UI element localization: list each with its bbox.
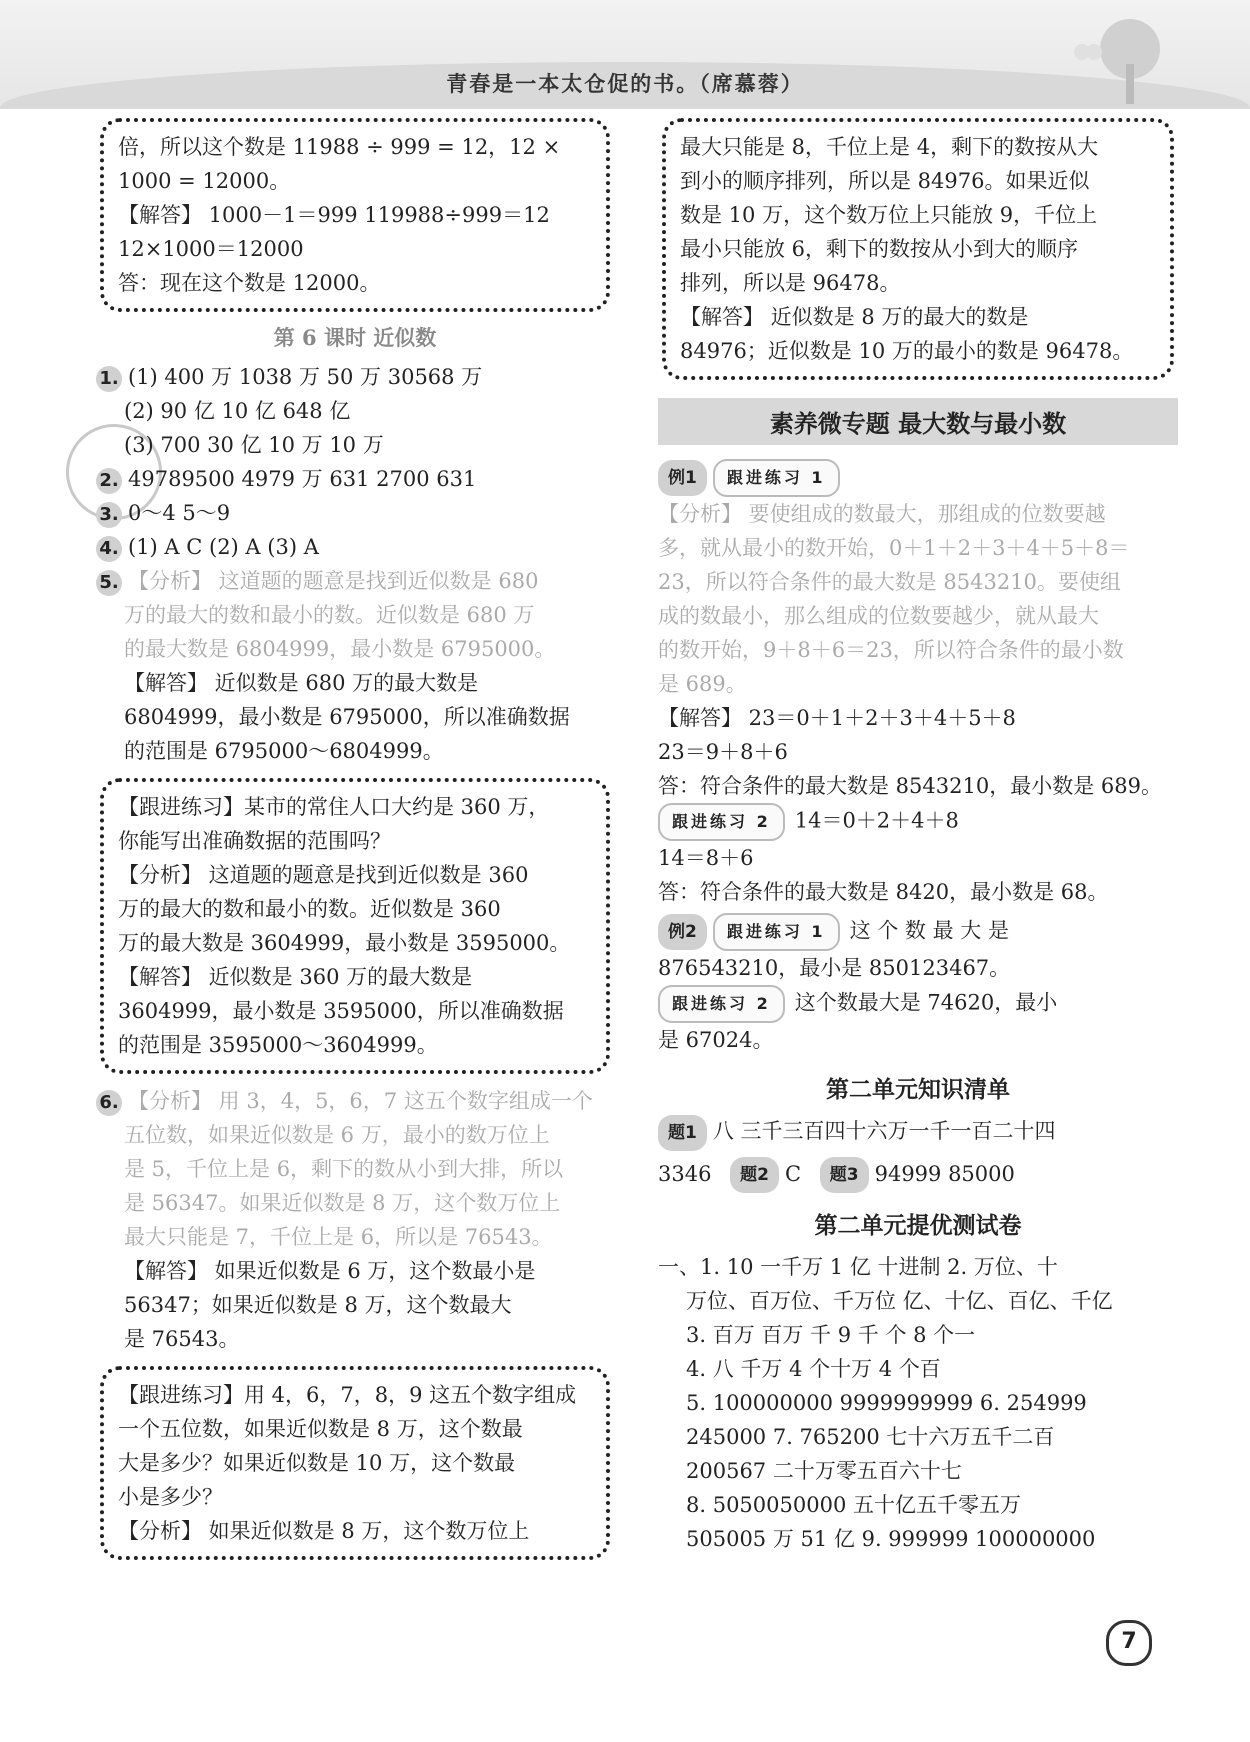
analysis-line: 是 56347。如果近似数是 8 万，这个数万位上 [124, 1191, 561, 1215]
analysis-line: 多，就从最小的数开始，0＋1＋2＋3＋4＋5＋8＝ [658, 536, 1130, 560]
test-line: 245000 7. 765200 七十六万五千二百 [686, 1425, 1055, 1449]
follow-up-chip: 跟进练习 2 [658, 985, 785, 1023]
right-column [658, 118, 1178, 1556]
example-1-header [658, 459, 1178, 497]
question-number: 1. [96, 366, 122, 392]
text-line: 排列，所以是 96478。 [680, 271, 901, 295]
topic-2-3: 3346 题2 C 题3 94999 85000 [658, 1157, 1178, 1194]
unit-list-title: 第二单元知识清单 [826, 1077, 1010, 1103]
follow-up-box-2 [100, 1366, 610, 1560]
analysis-line: 是 689。 [658, 672, 747, 696]
test-line: 万位、百万位、千万位 亿、十亿、百亿、千亿 [686, 1289, 1113, 1313]
analysis-line: 最大只能是 7，千位上是 6，所以是 76543。 [124, 1225, 553, 1249]
topic-label: 题3 [820, 1157, 869, 1193]
follow-up-chip: 跟进练习 1 [713, 459, 840, 497]
question-number: 6. [96, 1090, 122, 1116]
text-line: 【跟进练习】用 4，6，7，8，9 这五个数字组成 [118, 1383, 577, 1407]
answer-line: 876543210，最小是 850123467。 [658, 956, 1011, 980]
topic-1: 题1 八 三千三百四十六万一千一百二十四 [658, 1114, 1178, 1151]
test-line: 505005 万 51 亿 9. 999999 100000000 [686, 1527, 1096, 1551]
question-number: 4. [96, 536, 122, 562]
test-line: 一、1. 10 一千万 1 亿 十进制 2. 万位、十 [658, 1255, 1058, 1279]
text-line: 【跟进练习】某市的常住人口大约是 360 万， [118, 795, 550, 819]
text-line: 倍，所以这个数是 11988 ÷ 999 = 12，12 × [118, 135, 561, 159]
follow-up-2: 跟进练习 2 14＝0＋2＋4＋8 [658, 803, 1178, 841]
answer-line: 【解答】 如果近似数是 6 万，这个数最小是 [124, 1259, 536, 1283]
analysis-line: 成的数最小，那么组成的位数要越少，就从最大 [658, 604, 1099, 628]
question-number: 3. [96, 502, 122, 528]
example-2-follow-2: 跟进练习 2 这个数最大是 74620，最小 [658, 985, 1178, 1023]
text-line: 最大只能是 8，千位上是 4，剩下的数按从大 [680, 135, 1099, 159]
follow-up-chip: 跟进练习 1 [713, 913, 840, 951]
topic-title: 素养微专题 最大数与最小数 [658, 398, 1178, 445]
test-line: 8. 5050050000 五十亿五千零五万 [686, 1493, 1021, 1517]
test-line: 5. 100000000 9999999999 6. 254999 [686, 1391, 1087, 1415]
analysis-line: 的数开始，9＋8＋6＝23，所以符合条件的最小数 [658, 638, 1124, 662]
answer-line: 是 76543。 [124, 1327, 240, 1351]
question-1-line: (3) 700 30 亿 10 万 10 万 [124, 433, 384, 457]
answer-line: 的范围是 6795000～6804999。 [124, 739, 444, 763]
question-2: 2. 49789500 4979 万 631 2700 631 [96, 462, 614, 496]
answer-line: 【解答】 23＝0＋1＋2＋3＋4＋5＋8 [658, 706, 1016, 730]
text-line: 到小的顺序排列，所以是 84976。如果近似 [680, 169, 1090, 193]
question-5: 5. 【分析】 这道题的题意是找到近似数是 680 [96, 564, 614, 598]
text-line: 大是多少？如果近似数是 10 万，这个数最 [118, 1451, 516, 1475]
answer-line: 答：符合条件的最大数是 8543210，最小数是 689。 [658, 774, 1162, 798]
text-line: 【分析】 这道题的题意是找到近似数是 360 [118, 863, 529, 887]
text-line: 【解答】 近似数是 360 万的最大数是 [118, 965, 473, 989]
text-line: 万的最大的数和最小的数。近似数是 360 [118, 897, 501, 921]
question-4: 4. (1) A C (2) A (3) A [96, 530, 614, 564]
text-line: 一个五位数，如果近似数是 8 万，这个数最 [118, 1417, 523, 1441]
text-line: 【解答】 近似数是 8 万的最大的数是 [680, 305, 1029, 329]
question-6: 6. 【分析】 用 3，4，5，6，7 这五个数字组成一个 [96, 1084, 614, 1118]
text-line: 【分析】 如果近似数是 8 万，这个数万位上 [118, 1519, 530, 1543]
test-title: 第二单元提优测试卷 [814, 1213, 1022, 1239]
answer-line: 答：符合条件的最大数是 8420，最小数是 68。 [658, 880, 1109, 904]
tree-icon [1060, 14, 1180, 104]
analysis-line: 的最大数是 6804999，最小数是 6795000。 [124, 637, 556, 661]
lesson-title: 第 6 课时 近似数 [273, 325, 437, 350]
header-motto: 青春是一本太仓促的书。（席慕蓉） [446, 71, 804, 96]
text-line: 3604999，最小数是 3595000，所以准确数据 [118, 999, 564, 1023]
continuation-box [100, 118, 610, 312]
text-line: 84976；近似数是 10 万的最小的数是 96478。 [680, 339, 1134, 363]
topic-label: 题1 [658, 1115, 707, 1151]
question-3: 3. 0～4 5～9 [96, 496, 614, 530]
analysis-line: 万的最大的数和最小的数。近似数是 680 万 [124, 603, 535, 627]
text-line: 数是 10 万，这个数万位上只能放 9，千位上 [680, 203, 1098, 227]
text-line: 你能写出准确数据的范围吗？ [118, 829, 391, 853]
answer-line: 【解答】 近似数是 680 万的最大数是 [124, 671, 479, 695]
answer-line: 23＝9＋8＋6 [658, 740, 788, 764]
text-line: 1000 = 12000。 [118, 169, 291, 193]
page-header [0, 0, 1250, 109]
text-line: 最小只能放 6，剩下的数按从小到大的顺序 [680, 237, 1079, 261]
topic-label: 题2 [730, 1157, 779, 1193]
question-number: 2. [96, 468, 122, 494]
test-line: 3. 百万 百万 千 9 千 个 8 个一 [686, 1323, 976, 1347]
example-2-header: 例2 跟进练习 1 这 个 数 最 大 是 [658, 913, 1178, 951]
analysis-line: 五位数，如果近似数是 6 万，最小的数万位上 [124, 1123, 550, 1147]
text-line: 小是多少？ [118, 1485, 223, 1509]
analysis-line: 是 5，千位上是 6，剩下的数从小到大排，所以 [124, 1157, 564, 1181]
text-line: 12×1000＝12000 [118, 237, 304, 261]
example-label: 例2 [658, 914, 707, 950]
answer-line: 14＝8＋6 [658, 846, 754, 870]
question-1: 1. (1) 400 万 1038 万 50 万 30568 万 [96, 360, 614, 394]
answer-line: 6804999，最小数是 6795000，所以准确数据 [124, 705, 570, 729]
question-1-line: (2) 90 亿 10 亿 648 亿 [124, 399, 351, 423]
page-number: 7 [1106, 1620, 1152, 1666]
text-line: 万的最大数是 3604999，最小数是 3595000。 [118, 931, 571, 955]
text-line: 【解答】 1000－1＝999 119988÷999＝12 [118, 203, 550, 227]
continuation-box-right [662, 118, 1174, 380]
left-column [96, 118, 614, 1560]
example-label: 例1 [658, 460, 707, 496]
text-line: 的范围是 3595000～3604999。 [118, 1033, 438, 1057]
follow-up-box [100, 778, 610, 1074]
test-line: 4. 八 千万 4 个十万 4 个百 [686, 1357, 941, 1381]
text-line: 答：现在这个数是 12000。 [118, 271, 381, 295]
answer-line: 56347；如果近似数是 8 万，这个数最大 [124, 1293, 512, 1317]
follow-up-chip: 跟进练习 2 [658, 803, 785, 841]
question-number: 5. [96, 570, 122, 596]
analysis-line: 23，所以符合条件的最大数是 8543210。要使组 [658, 570, 1121, 594]
test-line: 200567 二十万零五百六十七 [686, 1459, 962, 1483]
answer-line: 是 67024。 [658, 1028, 774, 1052]
analysis-line: 【分析】 要使组成的数最大，那组成的位数要越 [658, 502, 1106, 526]
